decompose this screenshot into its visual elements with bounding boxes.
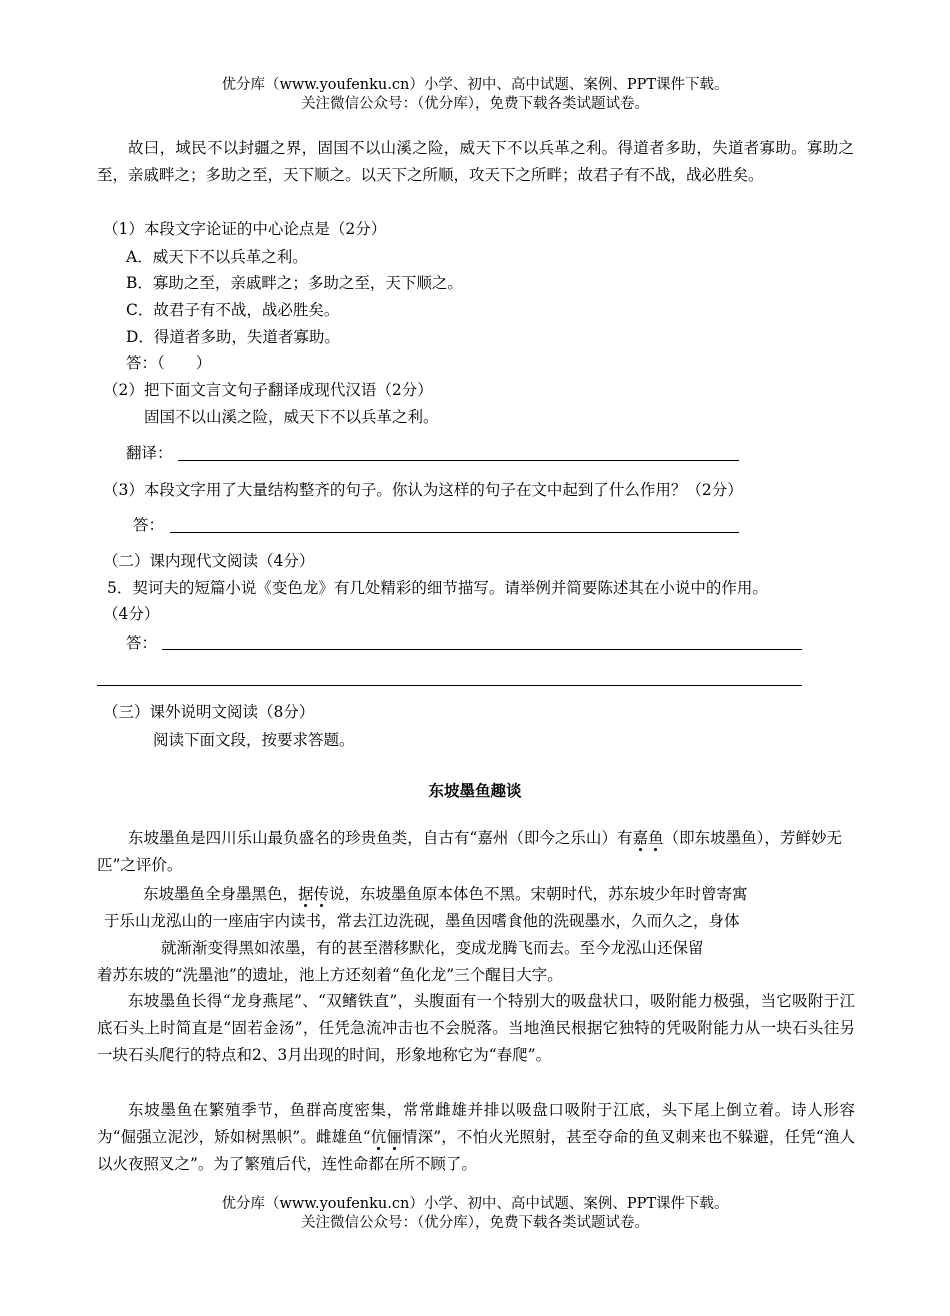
q5-answer-line-2[interactable] (97, 685, 802, 686)
q5-answer-line-1[interactable] (162, 649, 802, 650)
emphasis-char: 伉 (370, 1128, 387, 1146)
q1-answer-label: 答：（ ） (126, 354, 212, 372)
article-paragraph-2-line3: 就渐渐变得黑如浓墨，有的甚至潜移默化，变成龙腾飞而去。至今龙泓山还保留 (161, 939, 704, 957)
section2-heading: （二）课内现代文阅读（4分） (103, 552, 315, 570)
q1-option-d: D．得道者多助，失道者寡助。 (126, 328, 340, 346)
section3-heading: （三）课外说明文阅读（8分） (103, 703, 315, 721)
section3-instruction: 阅读下面文段，按要求答题。 (153, 731, 355, 749)
header-line-2: 关注微信公众号：（优分库），免费下载各类试题试卷。 (301, 96, 649, 112)
q2-prompt: （2）把下面文言文句子翻译成现代汉语（2分） (103, 381, 433, 399)
q1-prompt: （1）本段文字论证的中心论点是（2分） (103, 220, 387, 238)
q1-option-a: A．威天下不以兵革之利。 (126, 248, 308, 266)
footer-line-2: 关注微信公众号：（优分库），免费下载各类试题试卷。 (301, 1215, 649, 1231)
article-paragraph-4: 东坡墨鱼在繁殖季节，鱼群高度密集，常常雌雄并排以吸盘口吸附于江底，头下尾上倒立着。诗人形容为“倔强立泥沙，矫如树黑帜”。雌雄鱼“伉俪情深”，不怕火光照射，甚至夺命的鱼叉刺来也不躲避，任凭“渔人以火夜照叉之”。为了繁殖后代，连性命都在所不顾了。 (97, 1101, 855, 1173)
q3-answer-label: 答： (133, 516, 165, 534)
q2-answer-label: 翻译： (126, 444, 173, 462)
emphasis-char: 俪 (386, 1128, 403, 1146)
q1-option-c: C．故君子有不战，战必胜矣。 (126, 301, 340, 319)
emphasis-char: 嘉 (632, 829, 649, 847)
q5-prompt-line2: （4分） (103, 605, 160, 623)
q5-answer-label: 答： (126, 634, 158, 652)
article-paragraph-2-line1: 东坡墨鱼全身墨黑色，据传说，东坡墨鱼原本体色不黑。宋朝时代，苏东坡少年时曾寄寓 (143, 885, 748, 903)
q3-prompt: （3）本段文字用了大量结构整齐的句子。你认为这样的句子在文中起到了什么作用？（2分） (103, 481, 743, 499)
footer-line-1: 优分库（www.youfenku.cn）小学、初中、高中试题、案例、PPT课件下载。 (221, 1196, 729, 1212)
article-paragraph-2-line2: 于乐山龙泓山的一座庙宇内读书，常去江边洗砚，墨鱼因嗜食他的洗砚墨水，久而久之，身体 (104, 912, 740, 930)
emphasis-char: 据 (298, 885, 314, 903)
article-title: 东坡墨鱼趣谈 (428, 782, 522, 800)
classical-passage: 故曰，域民不以封疆之界，固国不以山溪之险，威天下不以兵革之利。得道者多助，失道者寡助。寡助之至，亲戚畔之；多助之至，天下顺之。以天下之所顺，攻天下之所畔；故君子有不战，战必胜矣。 (97, 139, 854, 184)
q1-option-b: B．寡助之至，亲戚畔之；多助之至，天下顺之。 (126, 274, 463, 292)
article-paragraph-3: 东坡墨鱼长得“龙身燕尾”、“双鳍铁直”，头腹面有一个特别大的吸盘状口，吸附能力极强，当它吸附于江底石头上时简直是“固若金汤”，任凭急流冲击也不会脱落。当地渔民根据它独特的凭吸附能力从一块石头往另一块石头爬行的特点和2、3月出现的时间，形象地称它为“春爬”。 (97, 992, 855, 1064)
article-paragraph-1: 东坡墨鱼是四川乐山最负盛名的珍贵鱼类，自古有“嘉州（即今之乐山）有嘉鱼（即东坡墨鱼），芳鲜妙无匹”之评价。 (97, 829, 842, 874)
q2-answer-line[interactable] (178, 460, 739, 461)
q5-prompt-line1: 5．契诃夫的短篇小说《变色龙》有几处精彩的细节描写。请举例并简要陈述其在小说中的作用。 (107, 579, 768, 597)
emphasis-char: 传 (313, 885, 330, 903)
emphasis-char: 鱼 (648, 829, 664, 847)
article-paragraph-2-line4: 着苏东坡的“洗墨池”的遗址，池上方还刻着“鱼化龙”三个醒目大字。 (97, 966, 563, 984)
q3-answer-line[interactable] (170, 532, 739, 533)
q2-sentence: 固国不以山溪之险，威天下不以兵革之利。 (144, 408, 439, 426)
header-line-1: 优分库（www.youfenku.cn）小学、初中、高中试题、案例、PPT课件下载。 (221, 77, 729, 93)
